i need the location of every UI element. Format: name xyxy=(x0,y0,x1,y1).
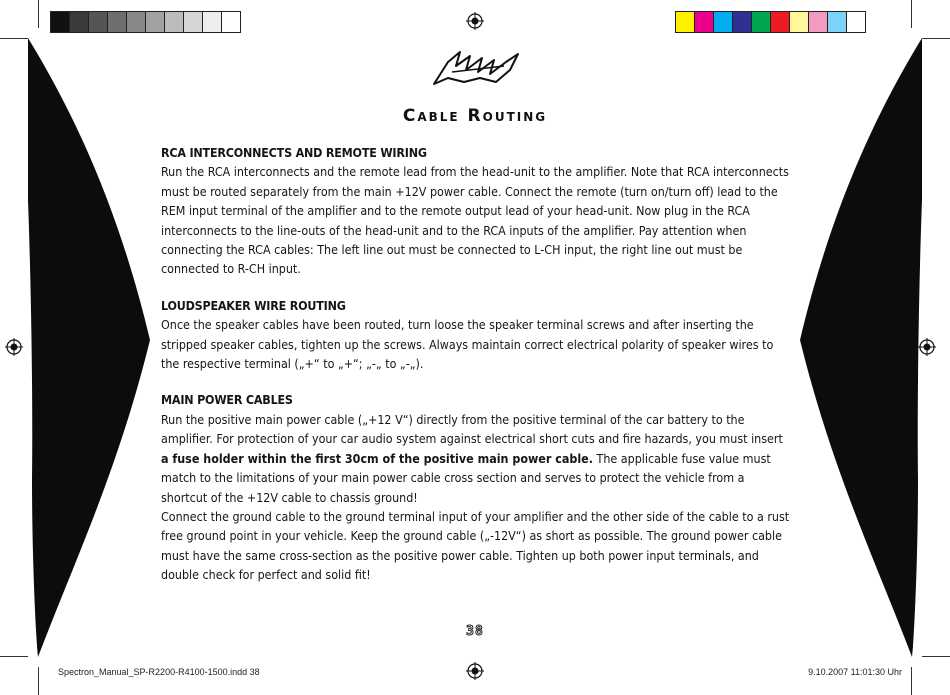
fuse-warning-text: a fuse holder within the first 30cm of the positive main power cable. xyxy=(161,450,593,466)
section-heading: RCA INTERCONNECTS AND REMOTE WIRING xyxy=(161,145,427,160)
section-power xyxy=(161,390,791,584)
page-title: Cable Routing xyxy=(402,106,548,126)
file-slug: Spectron_Manual_SP-R2200-R4100-1500.indd 38 xyxy=(58,667,260,677)
document-body xyxy=(161,143,791,585)
timestamp-slug: 9.10.2007 11:01:30 Uhr xyxy=(808,667,902,677)
section-heading: LOUDSPEAKER WIRE ROUTING xyxy=(161,297,346,313)
paragraph-text: The applicable fuse value must match to the limitations of your main power cable cross section and serves to protect the vehicle from a shortcut of the +12V cable to chassis ground! xyxy=(161,450,771,505)
paragraph-text: Run the positive main power cable („+12 V“) directly from the positive terminal of the car battery to the amplifier. For protection of your car audio system against electrical short cuts and fire hazards, you must insert xyxy=(161,411,783,447)
spectron-logo-icon xyxy=(430,48,522,88)
section-paragraph xyxy=(161,410,791,507)
section-paragraph: Once the speaker cables have been routed, turn loose the speaker terminal screws and after inserting the stripped speaker cables, tighten up the screws. Always maintain correct electrical polarity of speaker wires to the respective terminal („+“ to „+“; „-„ to „-„). xyxy=(161,317,774,372)
section-rca xyxy=(161,143,791,279)
section-heading: MAIN POWER CABLES xyxy=(161,392,293,408)
section-paragraph: Connect the ground cable to the ground terminal input of your amplifier and the other side of the cable to a rust free ground point in your vehicle. Keep the ground cable („-12V“) as short as possible. The ground power cable must have the same cross-section as the positive power cable. Tighten up both power input terminals, and double check for perfect and solid fit! xyxy=(161,508,790,583)
section-speaker xyxy=(161,296,791,374)
section-paragraph: Run the RCA interconnects and the remote lead from the head-unit to the amplifier. Note that RCA interconnects must be routed separately from the main +12V power cable. Connect the remote (turn on/turn off) lead to the REM input terminal of the amplifier and to the remote output lead of your head-unit. Now plug in the RCA interconnects to the line-outs of the head-unit and to the RCA inputs of the amplifier. Pay attention when connecting the RCA cables: The left line out must be connected to L-CH input, the right line out must be connected to R-CH input. xyxy=(161,164,789,277)
page-number: 38 xyxy=(466,624,484,639)
